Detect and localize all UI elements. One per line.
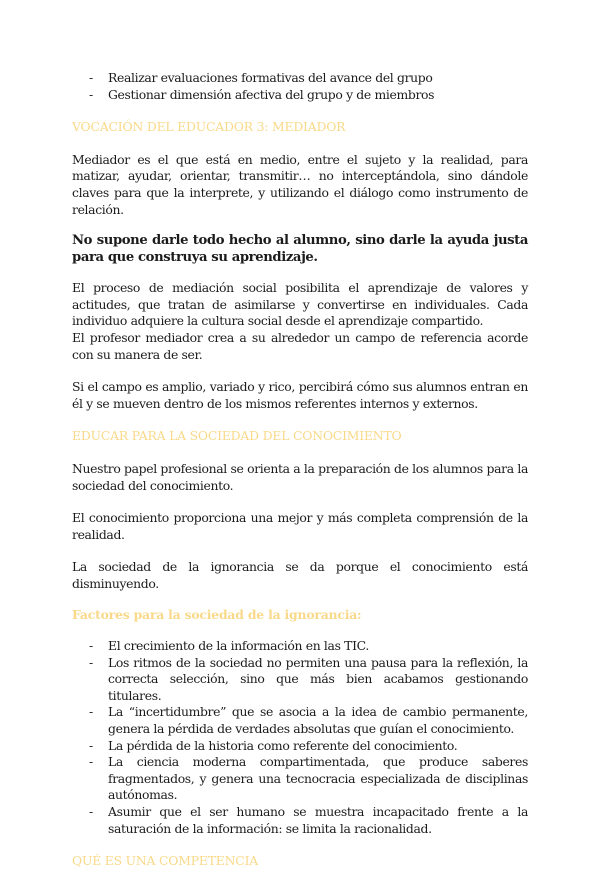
section-heading-mediador: VOCACIÓN DEL EDUCADOR 3: MEDIADOR	[72, 119, 346, 135]
paragraph: El proceso de mediación social posibilita el aprendizaje de valores y actitudes, que tratan de asimilarse y convertirse en individuales. Cada individuo adquiere la cultura social desde el aprendizaje compartido.	[72, 280, 528, 329]
list-item	[72, 638, 528, 655]
list-item	[72, 655, 528, 705]
dash-bullet-icon: -	[89, 804, 93, 819]
list-item-text: Asumir que el ser humano se muestra incapacitado frente a la saturación de la información: se limita la racionalidad.	[108, 804, 528, 836]
paragraph: Si el campo es amplio, variado y rico, percibirá cómo sus alumnos entran en él y se mueven dentro de los mismos referentes internos y externos.	[72, 379, 528, 411]
list-item	[72, 738, 528, 755]
dash-bullet-icon: -	[89, 638, 93, 654]
list-item	[72, 704, 528, 737]
section-heading-sociedad: EDUCAR PARA LA SOCIEDAD DEL CONOCIMIENTO	[72, 428, 402, 444]
list-item	[72, 87, 528, 104]
paragraph: Mediador es el que está en medio, entre el sujeto y la realidad, para matizar, ayudar, orientar, transmitir… no interceptándola, sino dándole claves para que la interprete, y utilizando el diálogo como instrumento de relación.	[72, 151, 528, 217]
section-heading-competencia: QUÉ ES UNA COMPETENCIA	[72, 853, 259, 869]
paragraph: La sociedad de la ignorancia se da porque el conocimiento está disminuyendo.	[72, 559, 528, 591]
bold-statement: No supone darle todo hecho al alumno, sino darle la ayuda justa para que construya su aprendizaje.	[72, 233, 528, 266]
dash-bullet-icon: -	[89, 86, 93, 102]
list-item	[72, 804, 528, 837]
list-item-text: La pérdida de la historia como referente del conocimiento.	[108, 737, 458, 753]
list-item-text: La ciencia moderna compartimentada, que produce saberes fragmentados, y genera una tecnocracia especializada de disciplinas autónomas.	[108, 754, 528, 803]
factors-list	[72, 638, 528, 837]
list-item	[72, 70, 528, 87]
top-bullet-list	[72, 70, 528, 103]
list-item-text: Gestionar dimensión afectiva del grupo y de miembros	[108, 86, 435, 102]
subheading-factores: Factores para la sociedad de la ignorancia:	[72, 607, 362, 623]
dash-bullet-icon: -	[89, 654, 93, 670]
list-item-text: Los ritmos de la sociedad no permiten una pausa para la reflexión, la correcta selección, sino que más bien acabamos gestionando titulares.	[108, 654, 528, 703]
list-item-text: El crecimiento de la información en las TIC.	[108, 638, 369, 654]
dash-bullet-icon: -	[89, 754, 93, 770]
paragraph: El conocimiento proporciona una mejor y más completa comprensión de la realidad.	[72, 510, 528, 542]
paragraph: Nuestro papel profesional se orienta a la preparación de los alumnos para la sociedad del conocimiento.	[72, 460, 528, 493]
dash-bullet-icon: -	[89, 70, 93, 85]
page-content	[72, 70, 528, 870]
list-item-text: La “incertidumbre” que se asocia a la idea de cambio permanente, genera la pérdida de verdades absolutas que guían el conocimiento.	[108, 704, 528, 737]
list-item-text: Realizar evaluaciones formativas del avance del grupo	[108, 70, 433, 85]
list-item	[72, 754, 528, 804]
paragraph: El profesor mediador crea a su alrededor un campo de referencia acorde con su manera de ser.	[72, 329, 528, 362]
dash-bullet-icon: -	[89, 704, 93, 720]
dash-bullet-icon: -	[89, 737, 93, 753]
